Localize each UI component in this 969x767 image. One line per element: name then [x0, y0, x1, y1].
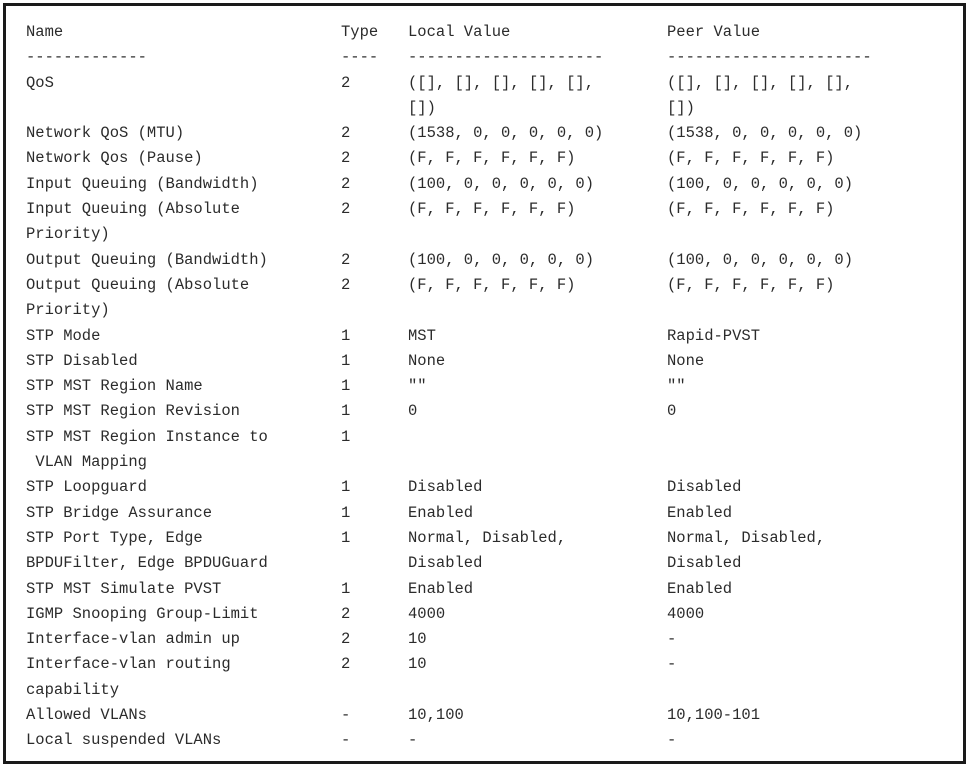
table-row: [26, 728, 946, 753]
cell-type: 2: [341, 124, 351, 143]
cell-local-value: [408, 425, 667, 476]
cell-name: STP MST Region Revision: [26, 402, 240, 421]
cell-local-value: ([], [], [], [], [], []): [408, 73, 595, 117]
table-row: [26, 652, 946, 703]
cell-name: Network Qos (Pause): [26, 149, 203, 168]
cell-peer-value: -: [667, 655, 677, 674]
table-row: [26, 374, 946, 399]
cell-type: 2: [341, 655, 351, 674]
header-peer-value: Peer Value: [667, 23, 761, 41]
cell-local-value: (F, F, F, F, F, F): [408, 275, 576, 294]
cell-peer-value: Enabled: [667, 579, 733, 598]
cell-type: 2: [341, 200, 351, 219]
table-row: [26, 197, 946, 248]
cell-peer-value: Enabled: [667, 503, 733, 522]
cell-type: 2: [341, 275, 351, 294]
cell-name: STP Port Type, Edge BPDUFilter, Edge BPDUGuard: [26, 528, 268, 573]
cell-peer-value: None: [667, 351, 705, 370]
cell-name: STP Disabled: [26, 351, 138, 370]
cell-name: Output Queuing (Bandwidth): [26, 250, 268, 269]
cell-type: 2: [341, 250, 351, 269]
table-row: [26, 627, 946, 652]
cell-peer-value: [667, 425, 946, 476]
header-name: Name: [26, 23, 64, 41]
header-local-value: Local Value: [408, 23, 511, 41]
cell-local-value: (F, F, F, F, F, F): [408, 200, 576, 219]
cell-type: -: [341, 706, 351, 725]
cell-name: Allowed VLANs: [26, 706, 147, 725]
cell-local-value: (100, 0, 0, 0, 0, 0): [408, 174, 595, 193]
cell-peer-value: (1538, 0, 0, 0, 0, 0): [667, 124, 863, 143]
cell-type: 1: [341, 402, 351, 421]
cell-type: 1: [341, 377, 351, 396]
cell-name: Output Queuing (Absolute Priority): [26, 275, 250, 320]
rule-type: ----: [341, 48, 379, 67]
cell-type: 1: [341, 427, 351, 446]
table-body: [26, 71, 946, 754]
consistency-parameters-output: [26, 20, 946, 754]
cell-peer-value: 10,100-101: [667, 706, 761, 725]
cell-type: 2: [341, 149, 351, 168]
cell-name: STP Mode: [26, 326, 101, 345]
cell-name: STP MST Region Name: [26, 377, 203, 396]
cell-type: 1: [341, 503, 351, 522]
cell-name: Interface-vlan routing capability: [26, 655, 231, 699]
cell-name: Input Queuing (Bandwidth): [26, 174, 259, 193]
cell-local-value: Enabled: [408, 503, 474, 522]
cell-type: 2: [341, 174, 351, 193]
cell-type: 1: [341, 579, 351, 598]
table-row: [26, 248, 946, 273]
cell-name: STP Bridge Assurance: [26, 503, 213, 522]
cell-local-value: Normal, Disabled, Disabled: [408, 528, 567, 573]
table-row: [26, 273, 946, 324]
cell-type: 2: [341, 604, 351, 623]
rule-name: -------------: [26, 48, 147, 67]
cell-name: STP Loopguard: [26, 478, 147, 497]
cell-peer-value: Normal, Disabled, Disabled: [667, 528, 826, 573]
cell-local-value: (1538, 0, 0, 0, 0, 0): [408, 124, 604, 143]
cell-local-value: 4000: [408, 604, 446, 623]
table-row: [26, 324, 946, 349]
header-rule-row: [26, 45, 946, 70]
cell-local-value: 10,100: [408, 706, 464, 725]
cell-local-value: "": [408, 377, 427, 396]
cell-local-value: 10: [408, 655, 427, 674]
cell-local-value: -: [408, 731, 418, 750]
cell-local-value: (100, 0, 0, 0, 0, 0): [408, 250, 595, 269]
table-row: [26, 602, 946, 627]
cell-peer-value: 0: [667, 402, 677, 421]
table-row: [26, 577, 946, 602]
cell-type: 1: [341, 326, 351, 345]
rule-local-value: ---------------------: [408, 48, 604, 67]
cell-local-value: MST: [408, 326, 436, 345]
header-row: [26, 20, 946, 45]
cell-peer-value: (F, F, F, F, F, F): [667, 149, 835, 168]
cell-name: Local suspended VLANs: [26, 731, 222, 750]
rule-peer-value: ----------------------: [667, 48, 872, 67]
cell-local-value: Disabled: [408, 478, 483, 497]
cell-peer-value: (100, 0, 0, 0, 0, 0): [667, 174, 854, 193]
cell-peer-value: Rapid-PVST: [667, 326, 761, 345]
table-row: [26, 172, 946, 197]
cell-name: STP MST Region Instance to VLAN Mapping: [26, 427, 268, 472]
cell-name: IGMP Snooping Group-Limit: [26, 604, 259, 623]
cell-peer-value: (F, F, F, F, F, F): [667, 200, 835, 219]
table-row: [26, 425, 946, 476]
table-row: [26, 349, 946, 374]
cell-name: Network QoS (MTU): [26, 124, 185, 143]
cell-peer-value: "": [667, 377, 686, 396]
cell-local-value: (F, F, F, F, F, F): [408, 149, 576, 168]
cell-name: Interface-vlan admin up: [26, 630, 240, 649]
cell-peer-value: (F, F, F, F, F, F): [667, 275, 835, 294]
cell-type: 1: [341, 351, 351, 370]
cell-peer-value: ([], [], [], [], [], []): [667, 73, 854, 117]
cell-peer-value: -: [667, 731, 677, 750]
cell-type: 2: [341, 73, 351, 92]
table-row: [26, 146, 946, 171]
cell-local-value: 10: [408, 630, 427, 649]
table-row: [26, 475, 946, 500]
cell-type: 1: [341, 478, 351, 497]
cell-local-value: Enabled: [408, 579, 474, 598]
table-row: [26, 703, 946, 728]
cell-type: -: [341, 731, 351, 750]
header-type: Type: [341, 23, 379, 41]
cell-peer-value: Disabled: [667, 478, 742, 497]
cell-name: STP MST Simulate PVST: [26, 579, 222, 598]
cell-type: 2: [341, 630, 351, 649]
table-row: [26, 121, 946, 146]
cell-name: Input Queuing (Absolute Priority): [26, 200, 240, 244]
screenshot-frame: [3, 3, 966, 764]
cell-name: QoS: [26, 73, 54, 92]
cell-peer-value: (100, 0, 0, 0, 0, 0): [667, 250, 854, 269]
cell-local-value: 0: [408, 402, 418, 421]
cell-local-value: None: [408, 351, 446, 370]
table-row: [26, 71, 946, 122]
table-row: [26, 399, 946, 424]
cell-peer-value: 4000: [667, 604, 705, 623]
cell-peer-value: -: [667, 630, 677, 649]
table-row: [26, 526, 946, 577]
cell-type: 1: [341, 528, 351, 547]
table-row: [26, 501, 946, 526]
